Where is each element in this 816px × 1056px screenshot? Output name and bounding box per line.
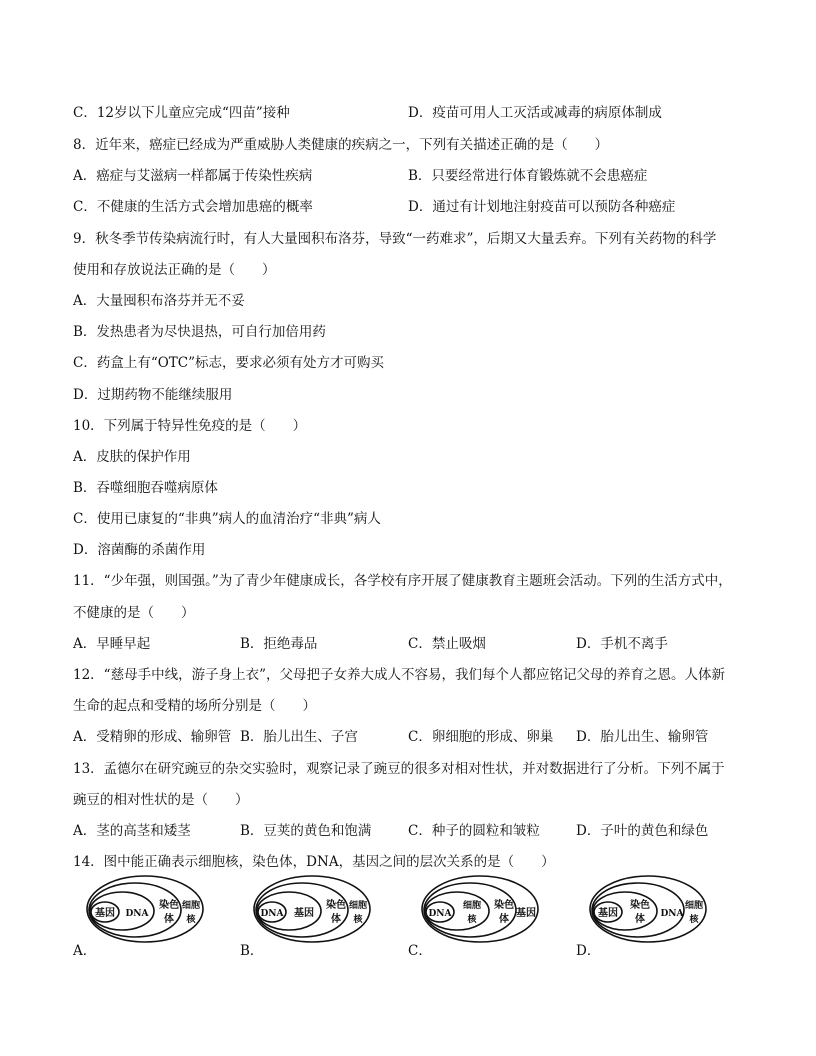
q14-option-b-letter: B． xyxy=(240,943,264,959)
label-gene: 基因 xyxy=(294,908,314,919)
q7-option-c: C．12岁以下儿童应完成“四苗”接种 xyxy=(73,105,290,121)
label-dna: DNA xyxy=(125,909,149,919)
q8-option-c: C．不健康的生活方式会增加患癌的概率 xyxy=(73,199,313,215)
q8-option-a: A．癌症与艾滋病一样都属于传染性疾病 xyxy=(73,168,313,184)
label-nucleus-2: 核 xyxy=(186,915,196,925)
q11-option-c: C．禁止吸烟 xyxy=(408,636,486,652)
q14-option-c-diagram xyxy=(420,872,550,947)
label-dna: DNA xyxy=(660,909,684,919)
label-nucleus-2: 核 xyxy=(467,915,477,925)
label-nucleus-2: 核 xyxy=(689,915,699,925)
q13-stem-line2: 豌豆的相对性状的是（ ） xyxy=(73,792,249,808)
q14-stem: 14．图中能正确表示细胞核，染色体，DNA，基因之间的层次关系的是（ ） xyxy=(73,854,555,870)
q9-option-a: A．大量囤积布洛芬并无不妥 xyxy=(73,293,245,309)
label-nucleus-1: 细胞 xyxy=(181,901,201,911)
q12-option-a: A．受精卵的形成、输卵管 xyxy=(73,729,232,745)
label-nucleus-1: 细胞 xyxy=(348,901,368,911)
q13-stem-line1: 13．孟德尔在研究豌豆的杂交实验时，观察记录了豌豆的很多对相对性状，并对数据进行了分析。下列不属于 xyxy=(73,761,725,777)
q9-option-b: B．发热患者为尽快退热，可自行加倍用药 xyxy=(73,324,326,340)
q12-option-d: D．胎儿出生、输卵管 xyxy=(576,729,709,745)
label-gene: 基因 xyxy=(95,908,115,919)
q8-option-d: D．通过有计划地注射疫苗可以预防各种癌症 xyxy=(408,199,676,215)
q11-option-b: B．拒绝毒品 xyxy=(240,636,318,652)
q10-option-b: B．吞噬细胞吞噬病原体 xyxy=(73,480,218,496)
q13-option-a: A．茎的高茎和矮茎 xyxy=(73,823,191,839)
label-gene: 基因 xyxy=(516,908,536,919)
q12-stem-line1: 12．“慈母手中线，游子身上衣”，父母把子女养大成人不容易，我们每个人都应铭记父母的养育之恩。人体新 xyxy=(73,667,725,683)
label-chromosome-1: 染色 xyxy=(159,900,179,911)
label-chromosome-2: 体 xyxy=(164,914,174,925)
label-nucleus-2: 核 xyxy=(353,915,363,925)
q10-option-d: D．溶菌酶的杀菌作用 xyxy=(73,542,206,558)
q8-option-b: B．只要经常进行体育锻炼就不会患癌症 xyxy=(408,168,648,184)
q9-stem-line2: 使用和存放说法正确的是（ ） xyxy=(73,262,276,278)
label-nucleus-1: 细胞 xyxy=(462,901,482,911)
q10-option-c: C．使用已康复的“非典”病人的血清治疗“非典”病人 xyxy=(73,511,381,527)
q7-option-d: D．疫苗可用人工灭活或减毒的病原体制成 xyxy=(408,105,662,121)
q11-option-a: A．早睡早起 xyxy=(73,636,151,652)
q14-option-a-diagram xyxy=(85,872,215,947)
q13-option-c: C．种子的圆粒和皱粒 xyxy=(408,823,540,839)
q14-option-b-diagram xyxy=(252,872,382,947)
label-chromosome-2: 体 xyxy=(499,914,509,925)
q14-option-a-letter: A． xyxy=(73,943,97,959)
q14-option-d-letter: D． xyxy=(576,943,601,959)
q13-option-b: B．豆荚的黄色和饱满 xyxy=(240,823,372,839)
q12-option-c: C．卵细胞的形成、卵巢 xyxy=(408,729,554,745)
label-chromosome-1: 染色 xyxy=(494,900,514,911)
q11-option-d: D．手机不离手 xyxy=(576,636,668,652)
label-dna: DNA xyxy=(428,909,452,919)
label-gene: 基因 xyxy=(598,908,618,919)
q10-stem: 10．下列属于特异性免疫的是（ ） xyxy=(73,418,307,434)
label-chromosome-1: 染色 xyxy=(630,900,650,911)
label-nucleus-1: 细胞 xyxy=(684,901,704,911)
q10-option-a: A．皮肤的保护作用 xyxy=(73,449,191,465)
label-dna: DNA xyxy=(260,909,284,919)
q13-option-d: D．子叶的黄色和绿色 xyxy=(576,823,709,839)
q11-stem-line1: 11．“少年强，则国强。”为了青少年健康成长，各学校有序开展了健康教育主题班会活动。下列的生活方式中， xyxy=(73,573,732,589)
q9-option-d: D．过期药物不能继续服用 xyxy=(73,387,233,403)
label-chromosome-2: 体 xyxy=(635,914,645,925)
q12-option-b: B．胎儿出生、子宫 xyxy=(240,729,358,745)
label-chromosome-1: 染色 xyxy=(326,900,346,911)
q8-stem: 8．近年来，癌症已经成为严重威胁人类健康的疾病之一，下列有关描述正确的是（ ） xyxy=(73,137,609,153)
label-chromosome-2: 体 xyxy=(331,914,341,925)
q14-option-c-letter: C． xyxy=(408,943,432,959)
q9-stem-line1: 9．秋冬季节传染病流行时，有人大量囤积布洛芬，导致“一药难求”，后期又大量丢弃。下列有关药物的科学 xyxy=(73,231,717,247)
q14-option-d-diagram xyxy=(588,872,718,947)
q12-stem-line2: 生命的起点和受精的场所分别是（ ） xyxy=(73,698,316,714)
q9-option-c: C．药盒上有“OTC”标志，要求必须有处方才可购买 xyxy=(73,355,385,371)
q11-stem-line2: 不健康的是（ ） xyxy=(73,605,195,621)
